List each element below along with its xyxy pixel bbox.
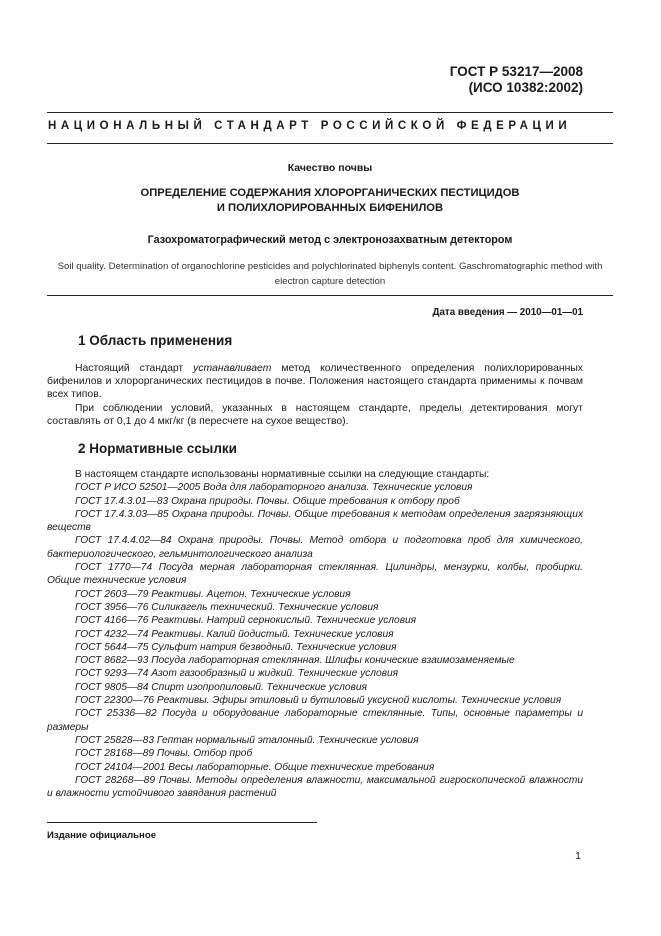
main-title-line1: ОПРЕДЕЛЕНИЕ СОДЕРЖАНИЯ ХЛОРОРГАНИЧЕСКИХ ПЕСТИЦИДОВ xyxy=(140,187,520,199)
subject-title: Качество почвы xyxy=(287,162,373,174)
reference-code: ГОСТ 17.4.3.03—85 xyxy=(75,508,169,520)
english-title: Soil quality. Determination of organochlorine pesticides and polychlorinated biphenyls content. Gaschromatographic method with electron capture detection xyxy=(57,261,603,287)
reference-code: ГОСТ 4232—74 xyxy=(75,628,149,640)
reference-code: ГОСТ 4166—76 xyxy=(75,615,149,627)
reference-item xyxy=(47,681,583,694)
method-title: Газохроматографический метод с электронозахватным детектором xyxy=(147,234,513,246)
reference-title: Азот газообразный и жидкий. Технические условия xyxy=(151,668,399,680)
reference-title: Посуда лабораторная стеклянная. Шлифы конические взаимозаменяемые xyxy=(151,655,515,667)
reference-title: Спирт изопропиловый. Технические условия xyxy=(151,681,367,693)
intro-date: Дата введения — 2010—01—01 xyxy=(432,307,583,318)
reference-code: ГОСТ 24104—2001 xyxy=(75,761,166,773)
reference-title: Весы лабораторные. Общие технические требования xyxy=(168,761,435,773)
p1-italic-word: устанавливает xyxy=(193,363,272,374)
section1-paragraph2: При соблюдении условий, указанных в настоящем стандарте, пределы детектирования могут составлять от 0,1 до 4 мкг/кг (в пересчете на сухое вещество). xyxy=(47,403,583,428)
reference-code: ГОСТ 1770—74 xyxy=(75,562,153,574)
reference-item xyxy=(47,495,583,508)
reference-title: Вода для лабораторного анализа. Технические условия xyxy=(203,482,473,494)
reference-item xyxy=(47,747,583,760)
references-intro: В настоящем стандарте использованы нормативные ссылки на следующие стандарты: xyxy=(75,469,490,480)
banner-rule xyxy=(47,143,613,144)
reference-title: Охрана природы. Почвы. Метод отбора и подготовка проб для химического, бактериологического, гельминтологического анализа xyxy=(47,535,583,560)
iso-number: (ИСО 10382:2002) xyxy=(468,80,583,95)
reference-items xyxy=(47,481,583,800)
reference-code: ГОСТ 25336—82 xyxy=(75,708,157,720)
reference-title: Почвы. Отбор проб xyxy=(156,748,253,760)
reference-item xyxy=(47,481,583,494)
reference-code: ГОСТ 25828—83 xyxy=(75,734,155,746)
reference-title: Реактивы. Ацетон. Технические условия xyxy=(151,588,351,600)
gost-number: ГОСТ Р 53217—2008 xyxy=(449,64,583,79)
p1-text-start: Настоящий стандарт xyxy=(75,363,194,374)
reference-title: Почвы. Методы определения влажности, максимальной гигроскопической влажности и влажности устойчивого завядания растений xyxy=(47,774,583,800)
top-rule xyxy=(47,112,613,113)
reference-item xyxy=(47,588,583,601)
reference-title: Реактивы. Эфиры этиловый и бутиловый уксусной кислоты. Технические условия xyxy=(156,695,562,707)
reference-item xyxy=(47,508,583,535)
reference-item xyxy=(47,628,583,641)
reference-code: ГОСТ 22300—76 xyxy=(75,695,155,707)
reference-code: ГОСТ 9293—74 xyxy=(75,668,149,680)
title-rule xyxy=(47,295,613,296)
reference-item xyxy=(47,614,583,627)
reference-code: ГОСТ 17.4.4.02—84 xyxy=(75,535,172,547)
reference-item xyxy=(47,734,583,747)
standard-designation xyxy=(450,64,583,96)
reference-item xyxy=(47,534,583,561)
footer-rule xyxy=(47,822,317,823)
p1-text-end: метод количественного определения полихлорированных бифенилов и хлорорганических пестицидов в почве. Положения настоящего стандарта применимы к почвам всех типов. xyxy=(47,363,583,401)
reference-title: Реактивы. Натрий сернокислый. Технические условия xyxy=(151,615,417,627)
reference-item xyxy=(47,641,583,654)
edition-note: Издание официальное xyxy=(47,830,157,841)
section1-paragraph1 xyxy=(47,362,583,402)
reference-title: Реактивы. Калий йодистый. Технические условия xyxy=(151,628,394,640)
reference-code: ГОСТ Р ИСО 52501—2005 xyxy=(75,482,201,494)
section1-heading: 1 Область применения xyxy=(78,333,233,348)
reference-code: ГОСТ 17.4.3.01—83 xyxy=(75,495,169,507)
reference-title: Сульфит натрия безводный. Технические условия xyxy=(151,641,397,653)
reference-item xyxy=(47,761,583,774)
reference-item xyxy=(47,667,583,680)
reference-title: Охрана природы. Почвы. Общие требования к методам определения загрязняющих веществ xyxy=(47,508,583,534)
reference-title: Охрана природы. Почвы. Общие требования к отбору проб xyxy=(171,495,460,507)
references-list xyxy=(47,468,583,800)
reference-code: ГОСТ 28268—89 xyxy=(75,774,155,786)
reference-code: ГОСТ 2603—79 xyxy=(75,588,149,600)
reference-code: ГОСТ 28168—89 xyxy=(75,748,155,760)
national-standard-banner: НАЦИОНАЛЬНЫЙ СТАНДАРТ РОССИЙСКОЙ ФЕДЕРАЦИИ xyxy=(48,120,572,132)
reference-code: ГОСТ 5644—75 xyxy=(75,641,149,653)
reference-item xyxy=(47,654,583,667)
main-title-line2: И ПОЛИХЛОРИРОВАННЫХ БИФЕНИЛОВ xyxy=(216,202,444,214)
reference-item xyxy=(47,694,583,707)
reference-title: Силикагель технический. Технические условия xyxy=(151,601,379,613)
main-title xyxy=(47,186,613,216)
reference-title: Посуда и оборудование лабораторные стеклянные. Типы, основные параметры и размеры xyxy=(47,708,583,733)
reference-item xyxy=(47,707,583,734)
page-number: 1 xyxy=(575,850,581,862)
reference-item xyxy=(47,601,583,614)
reference-title: Посуда мерная лабораторная стеклянная. Цилиндры, мензурки, колбы, пробирки. Общие технические условия xyxy=(47,562,583,587)
reference-code: ГОСТ 3956—76 xyxy=(75,601,149,613)
section2-heading: 2 Нормативные ссылки xyxy=(78,441,237,456)
reference-item xyxy=(47,561,583,588)
reference-code: ГОСТ 9805—84 xyxy=(75,681,149,693)
reference-code: ГОСТ 8682—93 xyxy=(75,655,149,667)
reference-title: Гептан нормальный эталонный. Технические условия xyxy=(156,734,419,746)
reference-item xyxy=(47,774,583,801)
